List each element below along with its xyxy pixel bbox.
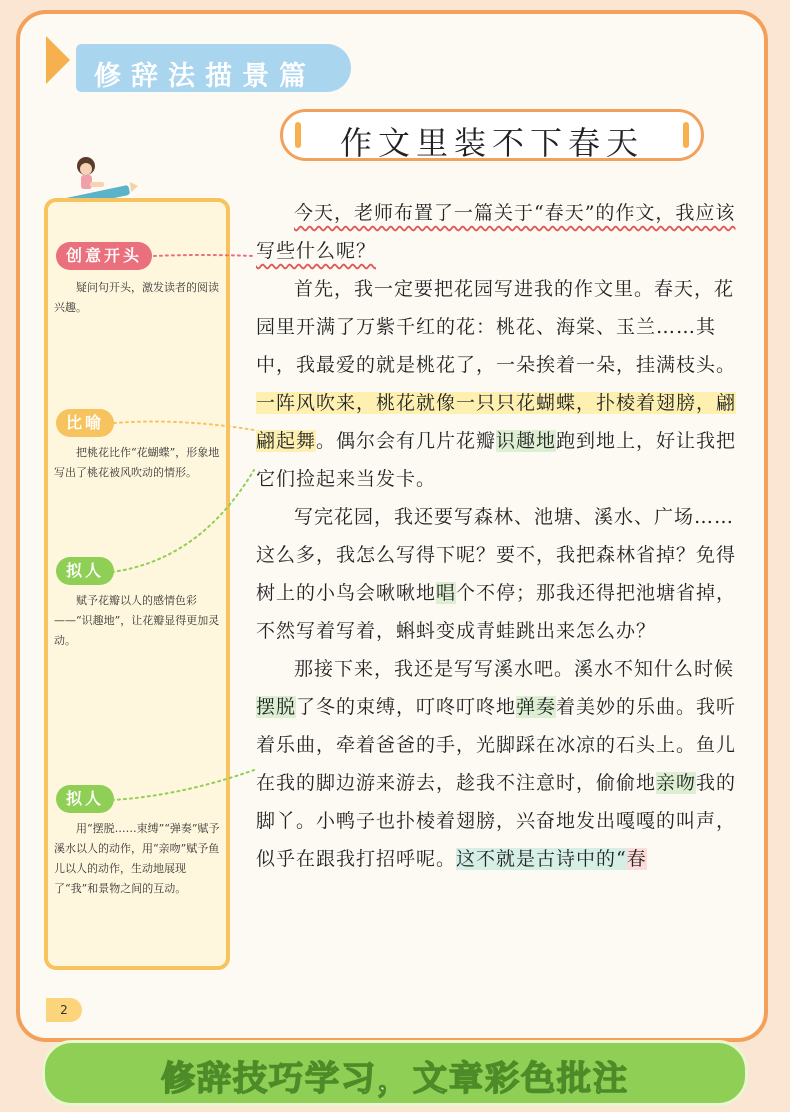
article-body <box>256 194 738 878</box>
annotation-note-metaphor: 把桃花比作“花蝴蝶”，形象地写出了桃花被风吹动的情形。 <box>54 446 220 479</box>
annotation-tag-metaphor: 比喻 <box>56 409 114 437</box>
article-title-box <box>280 109 704 161</box>
annotation-tag-creative-opening: 创意开头 <box>56 242 152 270</box>
section-label: 修辞法描景篇 <box>94 61 316 92</box>
paragraph-2-text-3: 跑到地上，好让我把它们捡起来当发卡。 <box>256 430 737 490</box>
break-free-highlight: 摆脱 <box>256 696 297 718</box>
title-right-bar <box>683 122 689 148</box>
paragraph-4-text: 那接下来，我还是写写溪水吧。溪水不知什么时候 <box>294 658 735 680</box>
article-title: 作文里装不下春天 <box>339 124 644 162</box>
section-banner <box>46 36 356 98</box>
footer-banner <box>42 1040 748 1106</box>
poem-highlight: 这不就是古诗中的“ <box>456 848 627 870</box>
spring-highlight: 春 <box>626 848 647 870</box>
paragraph-3-text: 写完花园，我还要写森林、池塘、溪水、广场……这么多，我怎么写得下呢？要不，我把森林省掉？免得树上的小鸟会啾啾地 <box>256 506 737 604</box>
annotation-tag-personification-1: 拟人 <box>56 557 114 585</box>
annotation-tag-personification-2: 拟人 <box>56 785 114 813</box>
paragraph-4-text-4: 我的脚丫。小鸭子也扑棱着翅膀，兴奋地发出嘎嘎的叫声，似乎在跟我打招呼呢。 <box>256 772 737 870</box>
play-highlight: 弹奏 <box>516 696 557 718</box>
annotation-note-creative-opening: 疑问句开头，激发读者的阅读兴趣。 <box>54 281 219 314</box>
paragraph-3 <box>256 498 738 650</box>
paragraph-2 <box>256 270 738 498</box>
kiss-highlight: 亲吻 <box>656 772 697 794</box>
paragraph-2-text-2: 。偶尔会有几片花瓣 <box>316 430 497 452</box>
question-opening: 今天，老师布置了一篇关于“春天”的作文，我应该写些什么呢？ <box>256 202 736 262</box>
paragraph-4-text-3: 着美妙的乐曲。我听着乐曲，牵着爸爸的手，光脚踩在冰凉的石头上。鱼儿在我的脚边游来游去，趁我不注意时，偷偷地 <box>256 696 737 794</box>
metaphor-highlight: 一阵风吹来，桃花就像一只只花蝴蝶，扑棱着翅膀，翩翩起舞 <box>256 392 737 452</box>
page-number: 2 <box>46 998 82 1022</box>
paragraph-2-text: 首先，我一定要把花园写进我的作文里。春天，花园里开满了万紫千红的花：桃花、海棠、玉兰……其中，我最爱的就是桃花了，一朵挨着一朵，挂满枝头。 <box>256 278 737 376</box>
paragraph-3-text-2: 个不停；那我还得把池塘省掉，不然写着写着，蝌蚪变成青蛙跳出来怎么办？ <box>256 582 737 642</box>
paper-plane-icon <box>46 36 70 84</box>
paragraph-1 <box>256 194 738 270</box>
footer-text: 修辞技巧学习，文章彩色批注 <box>161 1059 629 1099</box>
annotation-note-personification-1: 赋予花瓣以人的感情色彩——“识趣地”，让花瓣显得更加灵动。 <box>54 594 220 647</box>
paragraph-4 <box>256 650 738 878</box>
annotation-note-personification-2: 用“摆脱……束缚”“弹奏”赋予溪水以人的动作，用“亲吻”赋予鱼儿以人的动作，生动地展现了“我”和景物之间的互动。 <box>54 822 220 895</box>
paragraph-4-text-2: 了冬的束缚，叮咚叮咚地 <box>296 696 517 718</box>
sing-highlight: 唱 <box>436 582 457 604</box>
personification-highlight-1: 识趣地 <box>496 430 557 452</box>
